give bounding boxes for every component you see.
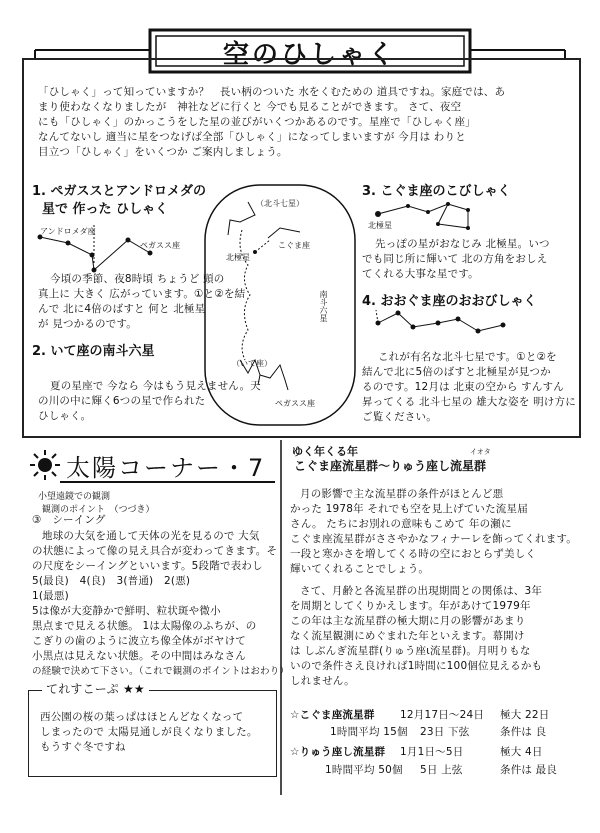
star-icon — [66, 241, 71, 246]
meteor-table-cell: 1時間平均 15個 — [330, 726, 408, 738]
star-icon — [446, 202, 450, 206]
intro-line: 「ひしゃく」って知っていますか？ 長い柄のついた 水をくむための 道具ですね。家庭では、あ — [38, 86, 506, 98]
meteor-table-cell: 5日 上弦 — [420, 764, 463, 776]
meteor-table-cell: 極大 4日 — [500, 746, 543, 758]
section3-body: でも同じ所に輝いて 北の方角をおしえ — [362, 253, 548, 265]
note-body: しまったので 太陽見通しが良くなりました。 — [40, 726, 258, 738]
solar-body: 5は像が大変静かで鮮明、粒状斑や微小 — [32, 605, 221, 617]
star-icon — [406, 204, 410, 208]
star-icon — [376, 321, 381, 326]
map-label: 北極星 — [226, 253, 250, 262]
meteor-body: さて、月齢と各流星群の出現期間との関係は、3年 — [300, 585, 543, 597]
section3-body: 先っぽの星がおなじみ 北極星。いつ — [375, 238, 550, 250]
solar-body: 5(最良) 4(良) 3(普通) 2(悪) — [32, 575, 191, 587]
meteor-body: 輝いてくれることでしょう。 — [290, 563, 430, 575]
intro-line: まり使わなくなりましたが 神社などに行くと 今でも見ることができます。 さて、夜空 — [38, 101, 462, 113]
meteor-table-cell: 極大 22日 — [500, 709, 550, 721]
big-dipper-diagram — [368, 305, 568, 345]
section2-body: の川の中に輝く6つの星で作られた — [38, 395, 206, 407]
meteor-body: は しぶんぎ流星群(りゅう座ι流星群)。月明りもな — [290, 645, 531, 657]
note-title: てれすこーぷ ★★ — [42, 682, 149, 697]
star-icon — [436, 321, 441, 326]
star-icon — [148, 251, 153, 256]
star-icon — [436, 222, 440, 226]
section3-title: 3. こぐま座のこびしゃく — [362, 184, 511, 199]
section1-body: が 見つかるのです。 — [38, 318, 137, 330]
star-icon — [411, 325, 416, 330]
star-icon — [456, 317, 461, 322]
meteor-body: かった 1978年 それでも空を見上げていた流星届 — [290, 503, 528, 515]
section2-title: 2. いて座の南斗六星 — [32, 344, 155, 359]
section4-body: 昇ってくる 北斗七星の 雄大な姿を 明け方に — [362, 396, 576, 408]
star-icon — [466, 208, 470, 212]
solar-item: ③ シーイング — [32, 514, 106, 526]
section2-body: 夏の星座で 今なら 今はもう見えません。天 — [50, 380, 262, 392]
sky-map — [200, 180, 360, 430]
solar-body: 1(最悪) — [32, 590, 69, 602]
section1-body: 真上に 大きく 広がっています。①と②を結 — [38, 288, 246, 300]
map-label: ペガスス座 — [275, 399, 315, 408]
map-label: 南斗六星 — [319, 290, 328, 322]
section1-body: 今頃の季節、夜8時頃 ちょうど 頭の — [50, 273, 225, 285]
meteor-body: さん。 たちにお別れの意味もこめて 年の瀬に — [290, 518, 512, 530]
meteor-table-cell: ☆りゅう座し流星群 — [290, 746, 386, 758]
pegasus-label: ペガスス座 — [140, 241, 180, 250]
solar-subtitle: 小望遠鏡での観測 — [38, 492, 111, 502]
section2-body: ひしゃく。 — [38, 410, 92, 422]
meteor-body: この年は主な流星群の極大期に月の影響があまり — [290, 615, 526, 627]
star-icon — [476, 329, 481, 334]
section4-body: ご覧ください。 — [362, 411, 437, 423]
solar-subsubtitle: 観測のポイント （つづき） — [42, 505, 155, 515]
meteor-table-cell: 1月1日〜5日 — [400, 746, 464, 758]
section4-body: 結んで北に5倍のばすと北極星が見つか — [362, 366, 551, 378]
meteor-title: こぐま座流星群〜りゅう座し流星群 — [294, 459, 487, 473]
intro-line: 目立つ「ひしゃく」をいくつか ご案内しましょう。 — [38, 146, 288, 158]
meteor-body: 月の影響で主な流星群の条件がほとんど悪 — [300, 488, 504, 500]
meteor-ruby: イオタ — [470, 448, 491, 456]
section4-body: るのです。12月は 北東の空から すんすん — [362, 381, 564, 393]
meteor-body: こぐま座流星群がささやかなフィナーレを飾ってくれます。 — [290, 533, 578, 545]
note-body: 西公園の桜の葉っぱはほとんどなくなって — [40, 711, 244, 723]
meteor-body: を周期としてくりかえします。年があけて1979年 — [290, 600, 531, 612]
meteor-kicker: ゆく年くる年 — [292, 445, 358, 458]
solar-body: の状態によって像の見え具合が変わってきます。そ — [32, 545, 278, 557]
section1-body: んで 北に4倍のばすと 何と 北極星 — [38, 303, 206, 315]
sun-icon — [28, 448, 62, 482]
star-icon — [466, 226, 470, 230]
section1-title: 1. ペガススとアンドロメダの — [32, 184, 206, 199]
andromeda-label: アンドロメダ座 — [40, 227, 96, 236]
meteor-table-cell: ☆こぐま座流星群 — [290, 709, 375, 721]
solar-body: こぎりの歯のように波立ち像全体がボヤけて — [32, 635, 246, 647]
meteor-table-cell: 1時間平均 50個 — [325, 764, 403, 776]
intro-line: にも「ひしゃく」のかっこうをした星の並びがいくつかあるのです。星座で「ひしゃく座」 — [38, 116, 476, 128]
meteor-body: いので条件さえ良ければ1時間に100個位見えるかも — [290, 660, 543, 672]
section4-body: これが有名な北斗七星です。①と②を — [378, 351, 557, 363]
meteor-body: なく流星観測にめぐまれた年といえます。幕開け — [290, 630, 525, 642]
map-label: こぐま座 — [278, 241, 310, 250]
section1-title: 星で 作った ひしゃく — [42, 202, 169, 217]
polaris-label: 北極星 — [368, 221, 392, 230]
solar-body: の尺度をシーイングといいます。5段階で表わし — [32, 560, 263, 572]
meteor-table-cell: 条件は 最良 — [500, 764, 558, 776]
section3-body: てくれる大事な星です。 — [362, 268, 479, 280]
meteor-body: しれません。 — [290, 675, 355, 687]
map-label: （いて座） — [232, 359, 272, 368]
section4-title: 4. おおぐま座のおおびしゃく — [362, 294, 537, 309]
solar-body: 小黒点は見えない状態。その中間はみなさん — [32, 650, 246, 662]
star-icon — [90, 253, 95, 258]
note-body: もうすぐ冬ですね — [40, 741, 126, 753]
meteor-table-cell: 条件は 良 — [500, 726, 547, 738]
page-title: 空のひしゃく — [222, 40, 397, 70]
meteor-body: 一段と寒かさを増してくる時の空におとらず美しく — [290, 548, 537, 560]
solar-body: の経験で決めて下さい。（これで観測のポイントはおわり） — [32, 666, 290, 677]
star-icon — [126, 238, 131, 243]
meteor-table-cell: 12月17日〜24日 — [400, 709, 485, 721]
map-label: （北斗七星） — [256, 199, 304, 208]
star-icon — [375, 211, 381, 217]
little-dipper-diagram — [368, 198, 568, 234]
star-icon — [426, 210, 430, 214]
solar-underline — [60, 480, 280, 486]
star-icon — [253, 250, 257, 254]
intro-line: なんてないし 適当に星をつなげば全部「ひしゃく」になってしまいますが 今月は わりと — [38, 131, 466, 143]
meteor-table-cell: 23日 下弦 — [420, 726, 470, 738]
column-divider — [278, 440, 284, 800]
solar-title: 太陽コーナー・7 — [66, 454, 266, 482]
star-icon — [396, 311, 401, 316]
star-icon — [501, 323, 506, 328]
solar-body: 地球の大気を通して天体の光を見るので 大気 — [42, 530, 260, 542]
solar-body: 黒点まで見える状態。 1は太陽像のふちが、の — [32, 620, 257, 632]
